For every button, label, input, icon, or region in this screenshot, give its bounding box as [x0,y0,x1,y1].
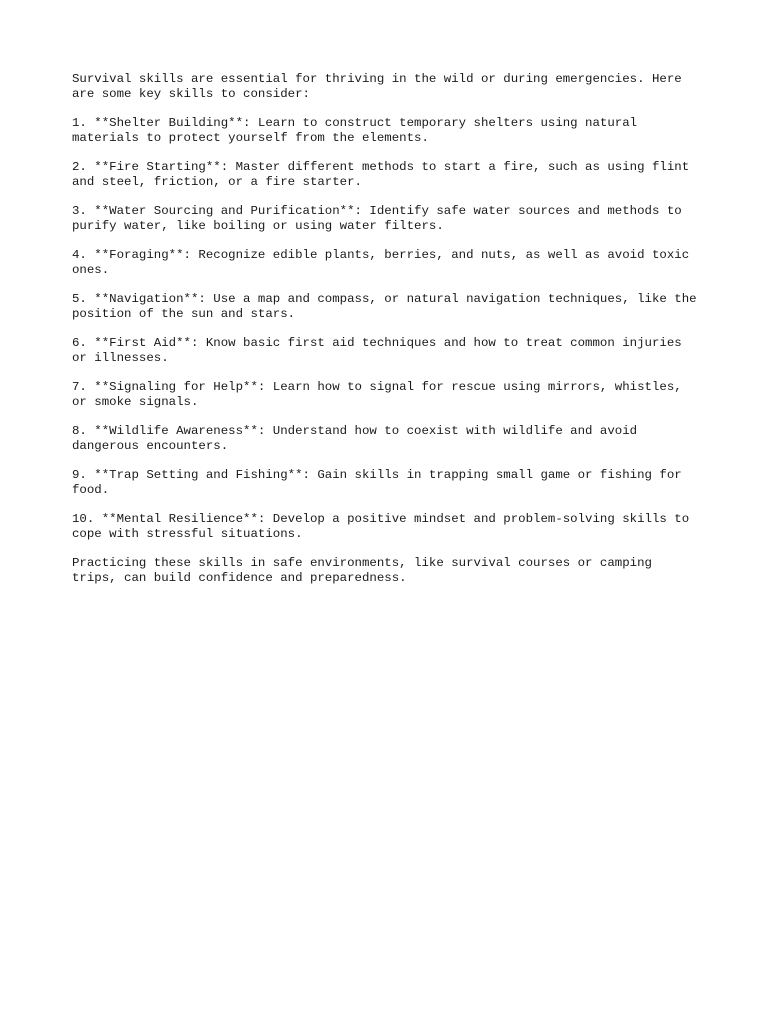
intro-paragraph: Survival skills are essential for thriving in the wild or during emergencies. Here are some key skills to consider: [72,72,682,101]
list-item-wildlife-awareness: 8. **Wildlife Awareness**: Understand how to coexist with wildlife and avoid dangerous encounters. [72,424,638,453]
list-item-water-sourcing: 3. **Water Sourcing and Purification**: Identify safe water sources and methods to purify water, like boiling or using water filters. [72,204,682,233]
list-item-fire-starting: 2. **Fire Starting**: Master different methods to start a fire, such as using flint and steel, friction, or a fire starter. [72,160,690,189]
list-item-foraging: 4. **Foraging**: Recognize edible plants, berries, and nuts, as well as avoid toxic ones. [72,248,690,277]
list-item-mental-resilience: 10. **Mental Resilience**: Develop a positive mindset and problem-solving skills to cope with stressful situations. [72,512,690,541]
list-item-trap-setting: 9. **Trap Setting and Fishing**: Gain skills in trapping small game or fishing for food. [72,468,682,497]
list-item-navigation: 5. **Navigation**: Use a map and compass, or natural navigation techniques, like the position of the sun and stars. [72,292,697,321]
list-item-first-aid: 6. **First Aid**: Know basic first aid techniques and how to treat common injuries or illnesses. [72,336,682,365]
list-item-signaling: 7. **Signaling for Help**: Learn how to signal for rescue using mirrors, whistles, or smoke signals. [72,380,682,409]
conclusion-paragraph: Practicing these skills in safe environments, like survival courses or camping trips, can build confidence and preparedness. [72,556,652,585]
list-item-shelter-building: 1. **Shelter Building**: Learn to construct temporary shelters using natural materials to protect yourself from the elements. [72,116,638,145]
document-body [72,72,702,600]
